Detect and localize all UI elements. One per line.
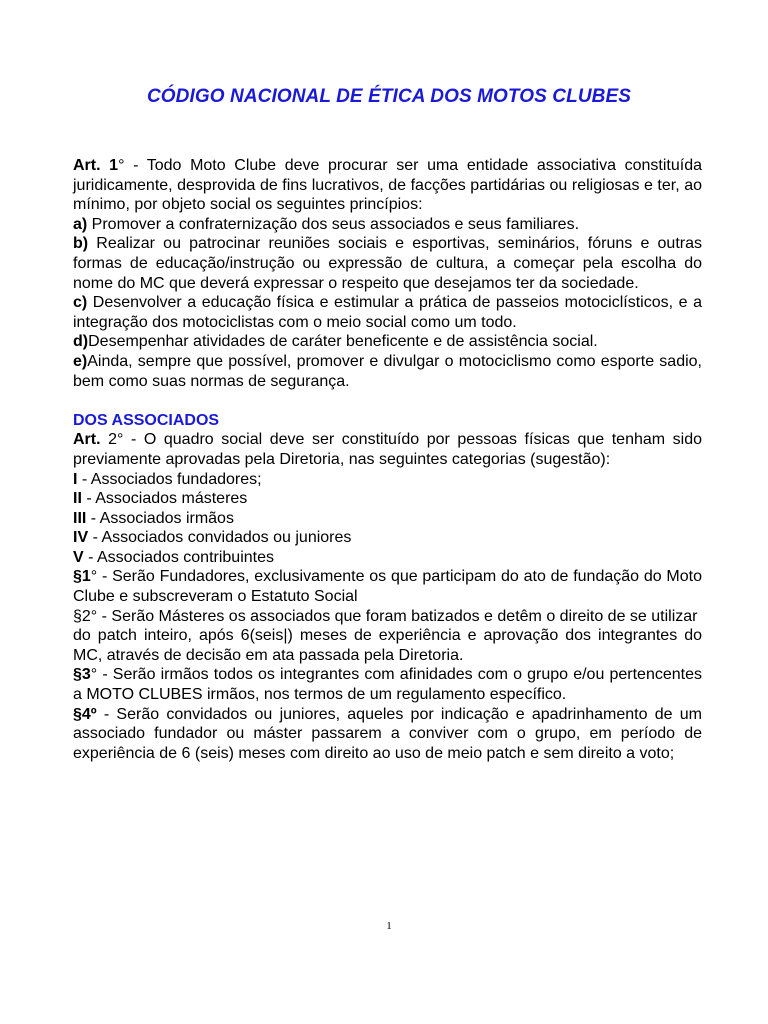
category-text: - Associados másteres: [81, 490, 248, 508]
section-heading-associados: DOS ASSOCIADOS: [73, 411, 220, 429]
category-label: III: [73, 509, 87, 527]
paragraph-text: - Serão convidados ou juniores, aqueles por indicação e apadrinhamento de um associado fundador ou máster passarem a conviver com o grupo, em período de experiência de 6 (seis) meses com direito ao uso de meio patch e sem direito a voto;: [73, 705, 702, 762]
principle-text: Realizar ou patrocinar reuniões sociais e esportivas, seminários, fóruns e outras formas de educação/instrução ou expressão de cultura, a começar pela escolha do nome do MC que deverá expressar o respeito que desejamos ter da sociedade.: [73, 235, 702, 292]
category-label: II: [73, 490, 82, 508]
paragraph-2-continued: [73, 626, 702, 665]
category-text: - Associados fundadores;: [77, 470, 262, 488]
category-label: V: [73, 548, 84, 566]
principle-c: [73, 293, 702, 332]
principle-label: c): [73, 294, 88, 312]
category-item: [73, 548, 702, 568]
principle-text: Desempenhar atividades de caráter beneficente e de assistência social.: [88, 333, 598, 351]
page-number: 1: [386, 920, 392, 932]
paragraph-text: ° - Serão irmãos todos os integrantes com afinidades com o grupo e/ou pertencentes a MOTO CLUBES irmãos, nos termos de um regulamento específico.: [73, 666, 702, 704]
paragraph-text: do patch inteiro, após 6(seis|) meses de experiência e aprovação dos integrantes do MC, através de decisão em ata passada pela Diretoria.: [73, 627, 702, 664]
category-item: [73, 489, 702, 509]
paragraph-1: [73, 567, 702, 606]
article-2: [73, 430, 702, 469]
principle-label: a): [73, 215, 88, 233]
paragraph-3: [73, 665, 702, 704]
principle-label: d): [73, 333, 89, 351]
paragraph-4: [73, 705, 702, 764]
paragraph-2: [73, 607, 702, 627]
paragraph-text: ° - Serão Fundadores, exclusivamente os que participam do ato de fundação do Moto Clube e subscreveram o Estatuto Social: [73, 568, 702, 606]
principle-text: Promover a confraternização dos seus associados e seus familiares.: [87, 215, 580, 233]
paragraph-label: §4º: [73, 705, 97, 723]
category-label: IV: [73, 529, 89, 547]
principle-d: [73, 332, 702, 352]
paragraph-label: §1: [73, 568, 91, 586]
paragraph-label: §3: [73, 666, 91, 684]
principle-a: [73, 215, 702, 235]
principle-text: Ainda, sempre que possível, promover e divulgar o motociclismo como esporte sadio, bem como suas normas de segurança.: [73, 352, 702, 390]
document-body: [73, 156, 702, 763]
category-text: - Associados convidados ou juniores: [88, 529, 352, 547]
spacer: [73, 391, 702, 411]
principle-label: b): [73, 235, 89, 253]
category-item: [73, 470, 702, 490]
principle-e: [73, 352, 702, 391]
article-1-label: Art. 1: [73, 157, 119, 174]
document-title: CÓDIGO NACIONAL DE ÉTICA DOS MOTOS CLUBES: [146, 86, 632, 107]
category-label: I: [73, 470, 78, 488]
principle-b: [73, 234, 702, 293]
principle-label: e): [73, 352, 88, 370]
paragraph-text: §2° - Serão Másteres os associados que foram batizados e detêm o direito de se utilizar: [73, 607, 698, 625]
category-item: [73, 528, 702, 548]
principle-text: Desenvolver a educação física e estimular a prática de passeios motociclísticos, e a integração dos motociclistas com o meio social como um todo.: [73, 294, 702, 331]
category-text: - Associados irmãos: [86, 509, 234, 527]
article-2-text: 2° - O quadro social deve ser constituído por pessoas físicas que tenham sido previamente aprovadas pela Diretoria, nas seguintes categorias (sugestão):: [73, 431, 702, 468]
article-1: [73, 156, 702, 215]
article-2-label: Art.: [73, 431, 101, 449]
article-1-text: ° - Todo Moto Clube deve procurar ser uma entidade associativa constituída juridicamente, desprovida de fins lucrativos, de facções partidárias ou religiosas e ter, ao mínimo, por objeto social os seguintes princípios:: [73, 157, 702, 214]
category-text: - Associados contribuintes: [83, 548, 274, 566]
category-item: [73, 509, 702, 529]
